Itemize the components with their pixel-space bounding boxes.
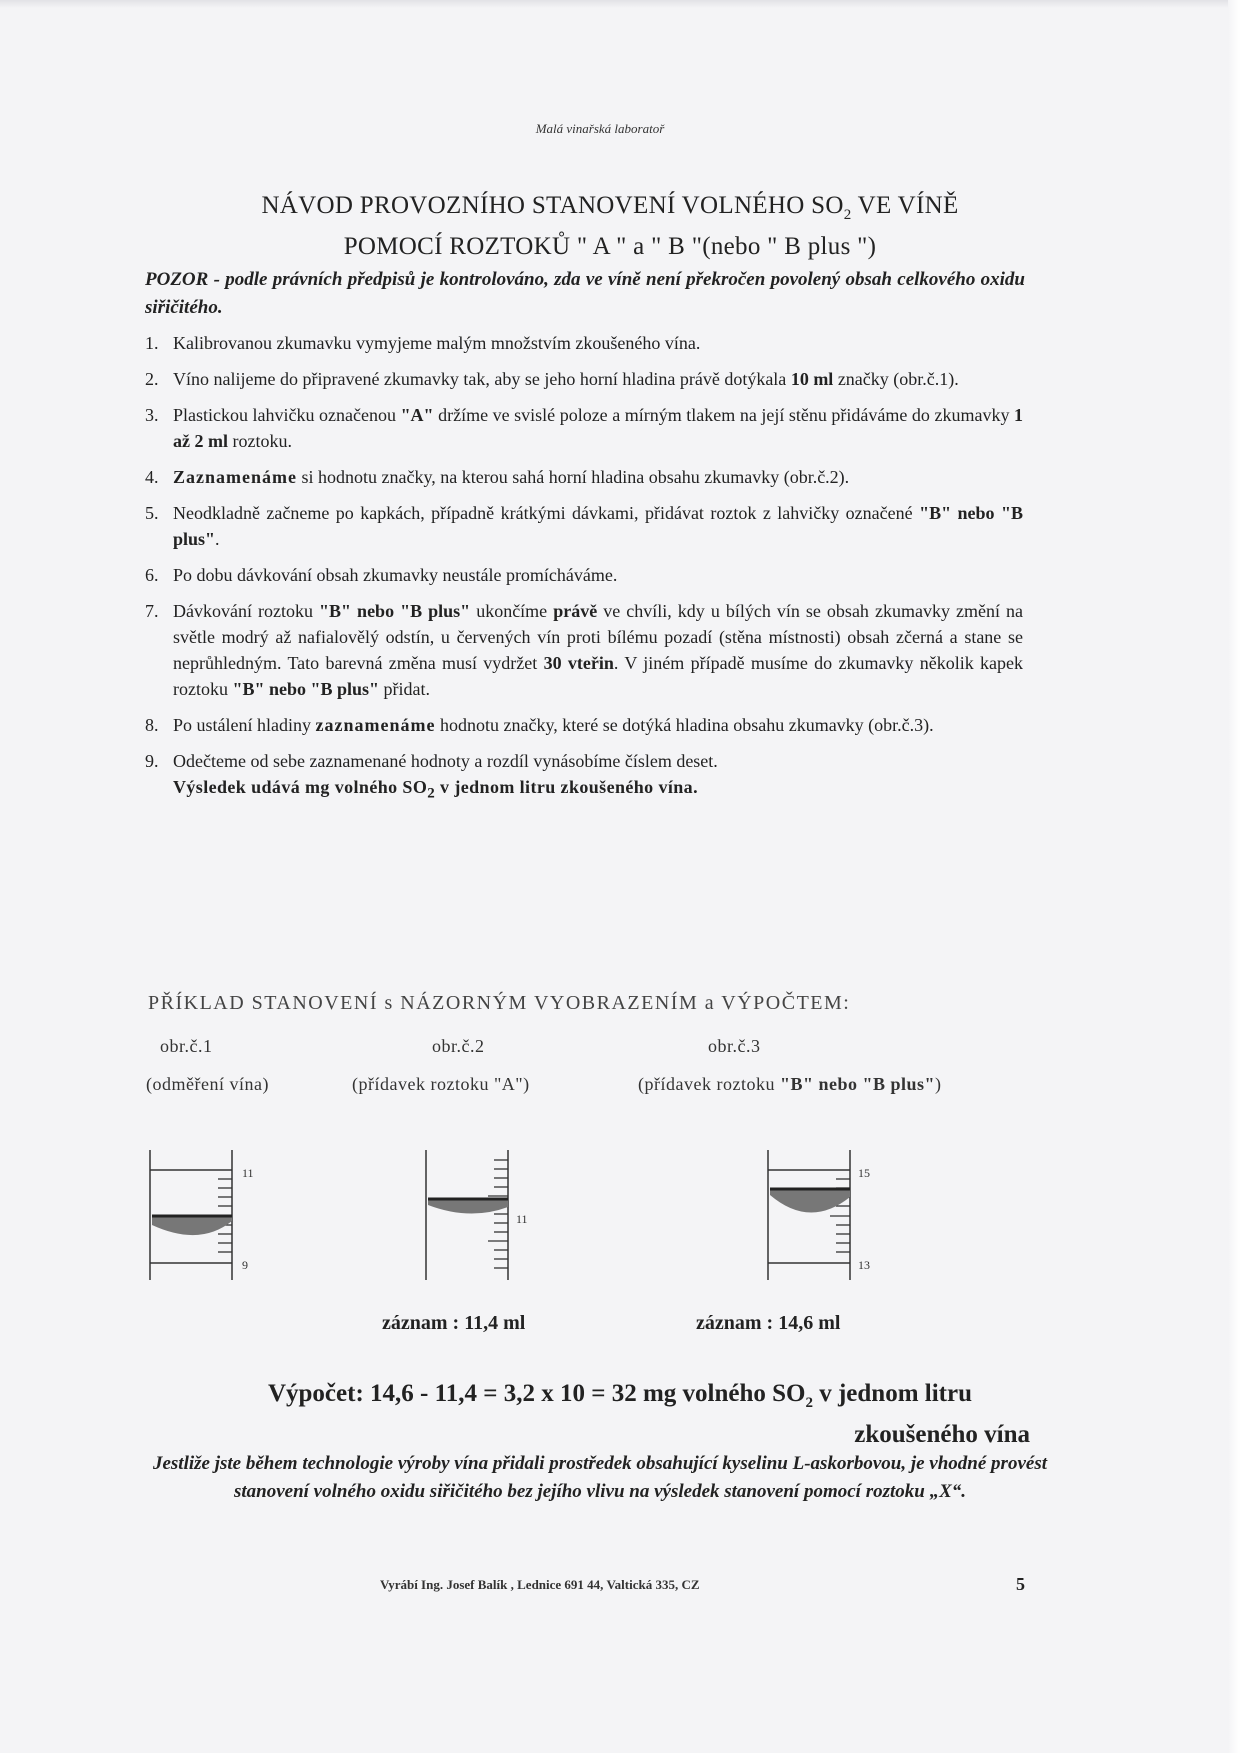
record-figure-2: záznam : 11,4 ml xyxy=(382,1312,526,1334)
tube-3-top-mark: 15 xyxy=(858,1166,870,1180)
instruction-steps xyxy=(145,330,1023,817)
example-title: PŘÍKLAD STANOVENÍ s NÁZORNÝM VYOBRAZENÍM a VÝPOČTEM: xyxy=(148,992,851,1014)
figure-3-caption: (přídavek roztoku "B" nebo "B plus") xyxy=(638,1074,942,1094)
tube-2-mark: 11 xyxy=(516,1212,528,1226)
figure-3-label: obr.č.3 xyxy=(708,1036,761,1056)
page-number: 5 xyxy=(1016,1574,1025,1594)
step-5: 5. Neodkladně začneme po kapkách, případně krátkými dávkami, přidávat roztok z lahvičky označené "B" nebo "B plus". xyxy=(145,503,1023,549)
step-7: 7. Dávkování roztoku "B" nebo "B plus" ukončíme právě ve chvíli, kdy u bílých vín se obsah zkumavky změní na světle modrý až nafialovělý odstín, u červených vín proti bílému pozadí (stěna místnosti) obsah zčerná a stane se neprůhledným. Tato barevná změna musí vydržet 30 vteřin. V jiném případě musíme do zkumavky několik kapek roztoku "B" nebo "B plus" přidat. xyxy=(145,601,1023,699)
test-tube-figure-2 xyxy=(420,1145,540,1285)
figure-1-caption: (odměření vína) xyxy=(146,1074,269,1094)
footer-manufacturer: Vyrábí Ing. Josef Balík , Lednice 691 44, Valtická 335, CZ xyxy=(380,1577,700,1592)
test-tube-figure-1 xyxy=(140,1145,260,1285)
figure-1-label: obr.č.1 xyxy=(160,1036,213,1056)
step-4: 4. Zaznamenáme si hodnotu značky, na kterou sahá horní hladina obsahu zkumavky (obr.č.2). xyxy=(145,467,850,487)
tube-1-top-mark: 11 xyxy=(242,1166,254,1180)
tube-1-bottom-mark: 9 xyxy=(242,1258,248,1272)
figure-2-label: obr.č.2 xyxy=(432,1036,485,1056)
figure-2-caption: (přídavek roztoku "A") xyxy=(352,1074,530,1094)
page-title: NÁVOD PROVOZNÍHO STANOVENÍ VOLNÉHO $SO_2$ VE VÍNĚ POMOCÍ ROZTOKŮ " A " a " B "(nebo " B plus ") xyxy=(261,192,959,260)
warning-text: POZOR - podle právních předpisů je kontrolováno, zda ve víně není překročen povolený obsah celkového oxidu siřičitého. xyxy=(145,269,1025,318)
ascorbic-acid-note: Jestliže jste během technologie výroby vína přidali prostředek obsahující kyselinu L-askorbovou, je vhodné provést stanovení volného oxidu siřičitého bez jejího vlivu na výsledek stanovení pomocí roztoku „X“. xyxy=(152,1453,1047,1502)
step-6: 6. Po dobu dávkování obsah zkumavky neustále promícháváme. xyxy=(145,565,618,585)
record-figure-3: záznam : 14,6 ml xyxy=(696,1312,841,1334)
step-2: 2. Víno nalijeme do připravené zkumavky tak, aby se jeho horní hladina právě dotýkala 10 ml značky (obr.č.1). xyxy=(145,369,959,389)
step-3: 3. Plastickou lahvičku označenou "A" držíme ve svislé poloze a mírným tlakem na její stěnu přidáváme do zkumavky 1 až 2 ml roztoku. xyxy=(145,405,1023,451)
page-edge xyxy=(0,0,1240,8)
page-edge-right xyxy=(1228,0,1240,1753)
header-note: Malá vinařská laboratoř xyxy=(535,121,665,136)
step-8: 8. Po ustálení hladiny zaznamenáme hodnotu značky, které se dotýká hladina obsahu zkumavky (obr.č.3). xyxy=(145,715,934,735)
result-statement: Výsledek udává mg volného $SO_2$ v jednom litru zkoušeného vína. xyxy=(173,777,698,802)
calculation: Výpočet: 14,6 - 11,4 = 3,2 x 10 = 32 mg volného $SO_2$ v jednom litru zkoušeného vína xyxy=(267,1380,1030,1448)
step-1: 1. Kalibrovanou zkumavku vymyjeme malým množstvím zkoušeného vína. xyxy=(145,333,701,353)
tube-3-bottom-mark: 13 xyxy=(858,1258,870,1272)
step-9: 9. Odečteme od sebe zaznamenané hodnoty a rozdíl vynásobíme číslem deset. Výsledek udává mg volného $SO_2$ v jednom litru zkoušeného vína. xyxy=(145,748,1023,807)
test-tube-figure-3 xyxy=(764,1145,884,1285)
